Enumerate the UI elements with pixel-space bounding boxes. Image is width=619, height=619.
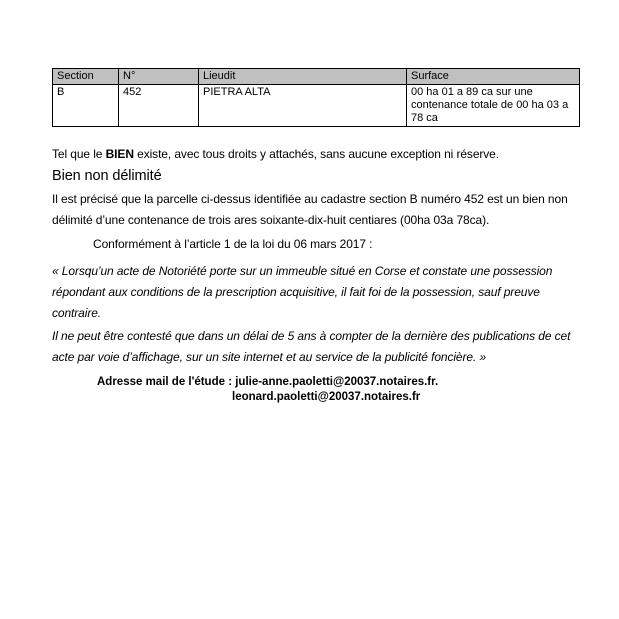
paragraph-conformement: Conformément à l’article 1 de la loi du 06 mars 2017 : [93, 237, 373, 251]
paragraph-tel-que [52, 144, 592, 165]
cell-section: B [53, 85, 119, 127]
col-header-section: Section [53, 69, 119, 85]
cell-numero: 452 [119, 85, 199, 127]
col-header-numero: N° [119, 69, 199, 85]
col-header-surface: Surface [407, 69, 580, 85]
text-run: existe, avec tous droits y attachés, sans aucune exception ni réserve. [133, 147, 499, 161]
email-line-1: Adresse mail de l'étude : julie-anne.paoletti@20037.notaires.fr. [97, 376, 439, 388]
table-header-row [53, 69, 580, 85]
section-heading: Bien non délimité [52, 168, 162, 184]
table-row [53, 85, 580, 127]
text-run: Tel que le [52, 147, 106, 161]
cell-lieudit: PIETRA ALTA [199, 85, 407, 127]
cell-surface: 00 ha 01 a 89 ca sur une contenance totale de 00 ha 03 a 78 ca [407, 85, 580, 127]
cadastre-table [52, 68, 580, 127]
col-header-lieudit: Lieudit [199, 69, 407, 85]
paragraph-bien-non-delimite: Il est précisé que la parcelle ci-dessus identifiée au cadastre section B numéro 452 est un bien non délimité d’une contenance de trois ares soixante-dix-huit centiares (00ha 03a 78ca). [52, 192, 568, 227]
quote-paragraph-2: Il ne peut être contesté que dans un délai de 5 ans à compter de la dernière des publications de cet acte par voie d’affichage, sur un site internet et au service de la publicité foncière. » [52, 329, 571, 364]
email-line-2: leonard.paoletti@20037.notaires.fr [232, 391, 421, 403]
text-run-bold: BIEN [105, 147, 134, 161]
quote-paragraph-1: « Lorsqu’un acte de Notoriété porte sur un immeuble situé en Corse et constate une possession répondant aux conditions de la prescription acquisitive, il fait foi de la possession, sauf preuve contraire. [52, 264, 553, 320]
